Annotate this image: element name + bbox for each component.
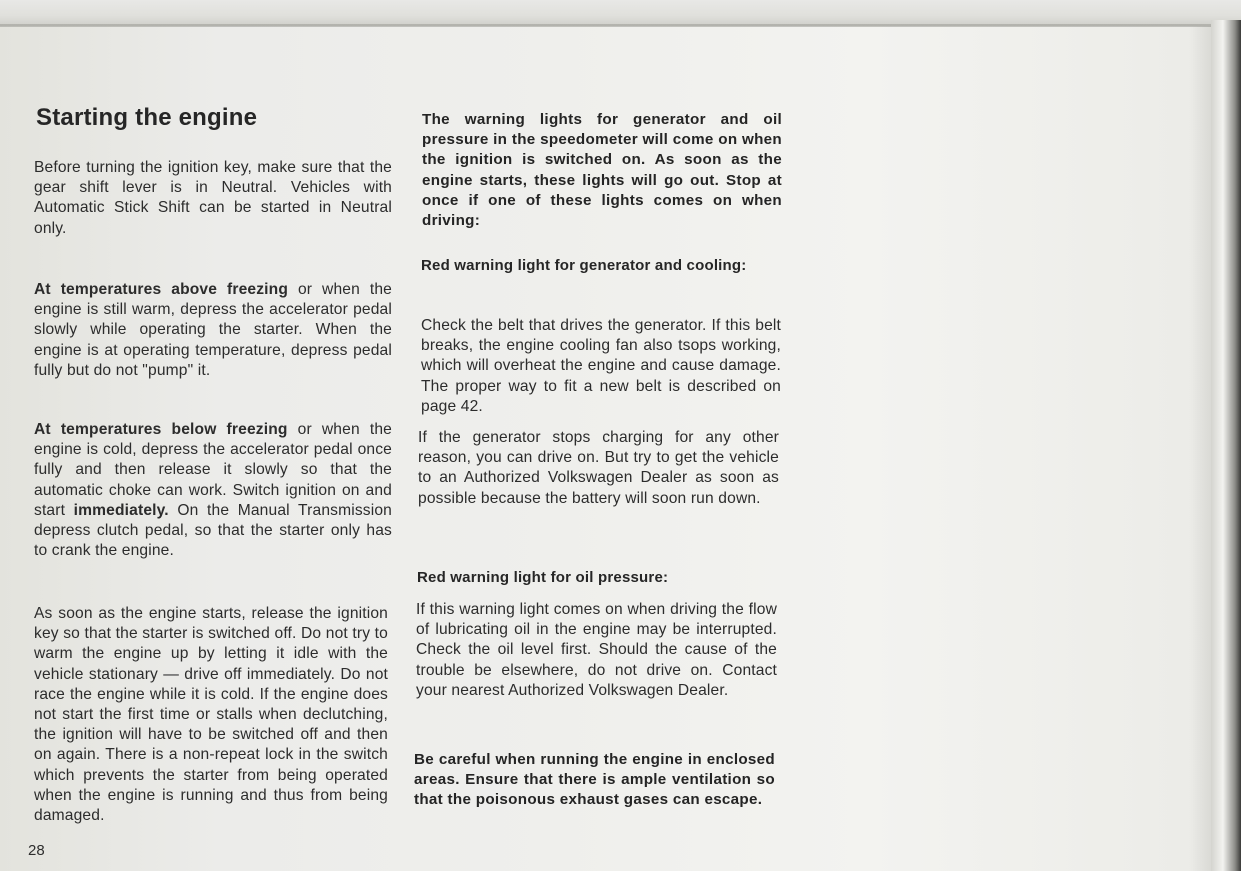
generator-warning-heading: Red warning light for generator and cooling: xyxy=(421,257,747,274)
caution-paragraph: Be careful when running the engine in enclosed areas. Ensure that there is ample ventilation so that the poisonous exhaust gases can escape. xyxy=(414,751,775,809)
generator-belt-paragraph: Check the belt that drives the generator. If this belt breaks, the engine cooling fan also tsops working, which will overheat the engine and cause damage. The proper way to fit a new belt is described on page 42. xyxy=(421,317,781,415)
below-freezing-body-2: On the Manual Transmission depress clutch pedal, so that the starter only has to crank the engine. xyxy=(34,501,392,560)
immediately-emphasis: immediately. xyxy=(73,501,169,519)
page-top-edge xyxy=(0,24,1241,27)
below-freezing-paragraph xyxy=(34,420,392,561)
intro-paragraph: Before turning the ignition key, make sure that the gear shift lever is in Neutral. Vehicles with Automatic Stick Shift can be started in Neutral only. xyxy=(34,159,392,237)
page-title: Starting the engine xyxy=(36,104,258,131)
above-freezing-paragraph xyxy=(34,280,392,381)
next-page-edge xyxy=(1211,20,1241,871)
generator-charging-paragraph: If the generator stops charging for any other reason, you can drive on. But try to get the vehicle to an Authorized Volkswagen Dealer as soon as possible because the battery will soon run down. xyxy=(418,429,779,507)
warning-lights-paragraph: The warning lights for generator and oil pressure in the speedometer will come on when the ignition is switched on. As soon as the engine starts, these lights will go out. Stop at once if one of these lights comes on when driving: xyxy=(422,111,782,230)
after-start-paragraph: As soon as the engine starts, release the ignition key so that the starter is switched off. Do not try to warm the engine up by letting it idle with the vehicle stationary — drive off immediately. Do not race the engine while it is cold. If the engine does not start the first time or stalls when declutching, the ignition will have to be switched off and then on again. There is a non-repeat lock in the switch which prevents the starter from being operated when the engine is running and thus from being damaged. xyxy=(34,605,388,825)
oil-pressure-paragraph: If this warning light comes on when driving the flow of lubricating oil in the engine may be interrupted. Check the oil level first. Should the cause of the trouble be elsewhere, do not drive on. Contact your nearest Authorized Volkswagen Dealer. xyxy=(416,601,777,699)
binding-gutter-shade xyxy=(1188,26,1212,871)
above-freezing-lead: At temperatures above freezing xyxy=(34,281,288,298)
above-freezing-body: or when the engine is still warm, depress the accelerator pedal slowly while operating the starter. When the engine is at operating temperature, depress pedal fully but do not "pump" it. xyxy=(34,281,393,379)
page-top-shadow xyxy=(0,0,1241,26)
page-number: 28 xyxy=(28,842,45,859)
below-freezing-lead: At temperatures below freezing xyxy=(34,421,288,438)
below-freezing-body-1: or when the engine is cold, depress the accelerator pedal once fully and then release it slowly so that the automatic choke can work. Switch ignition on and start xyxy=(34,421,392,519)
oil-pressure-heading: Red warning light for oil pressure: xyxy=(417,569,669,586)
